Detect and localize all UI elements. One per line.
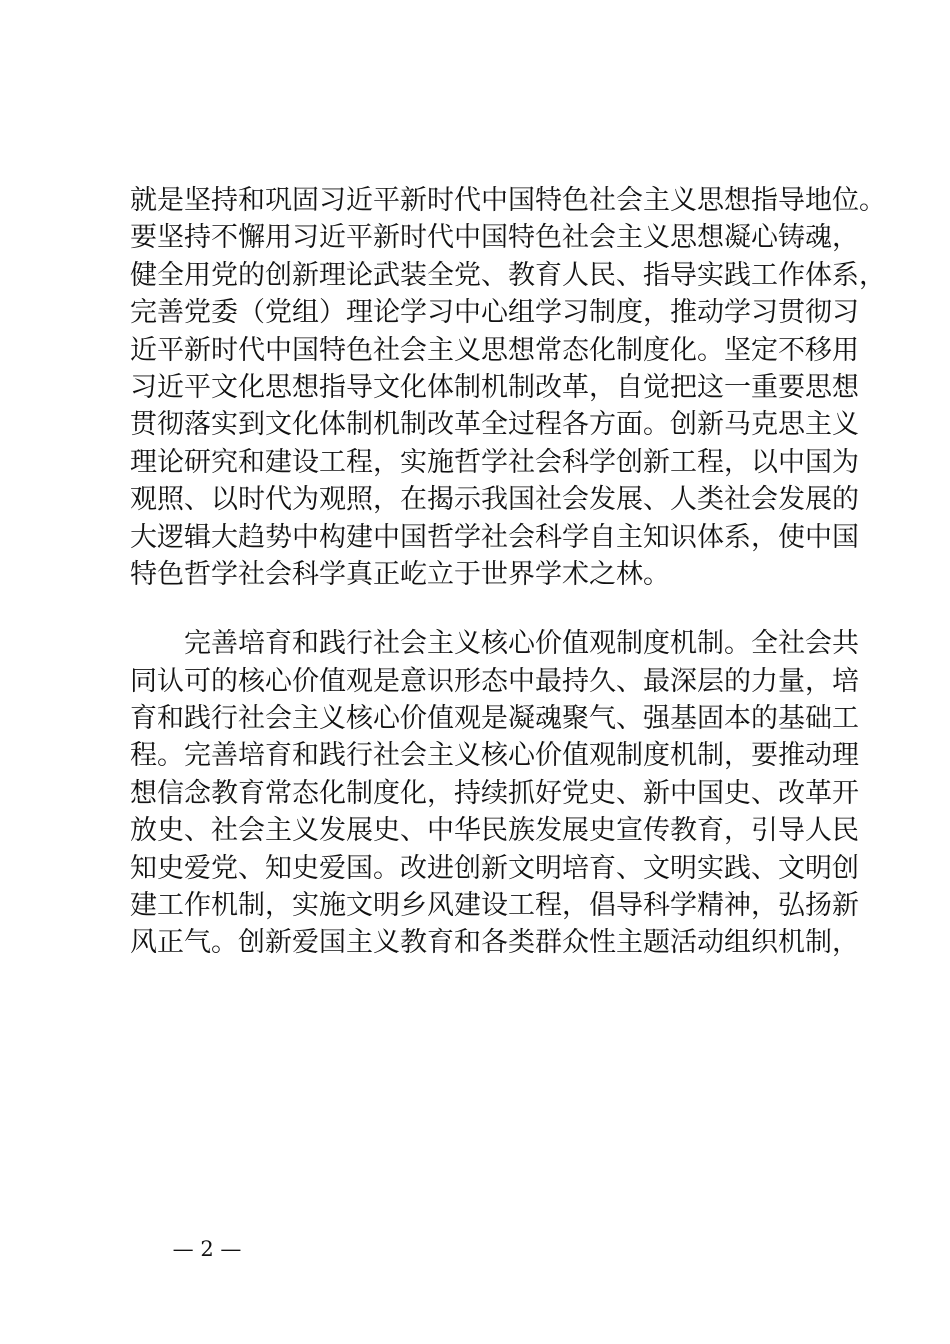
- paragraph-1: [130, 182, 886, 593]
- page-number: — 2 —: [172, 1237, 242, 1261]
- text-line: 建工作机制，实施文明乡风建设工程，倡导科学精神，弘扬新: [130, 890, 859, 922]
- text-line: 放史、社会主义发展史、中华民族发展史宣传教育，引导人民: [130, 815, 859, 847]
- text-line: 完善党委（党组）理论学习中心组学习制度，推动学习贯彻习: [130, 297, 859, 329]
- text-line: 要坚持不懈用习近平新时代中国特色社会主义思想凝心铸魂，: [130, 222, 859, 254]
- text-line: 就是坚持和巩固习近平新时代中国特色社会主义思想指导地位。: [130, 185, 886, 216]
- text-line: 知史爱党、知史爱国。改进创新文明培育、文明实践、文明创: [130, 852, 859, 884]
- text-line: 风正气。创新爱国主义教育和各类群众性主题活动组织机制，: [130, 927, 859, 959]
- paragraph-gap: [130, 593, 850, 625]
- text-line: 想信念教育常态化制度化，持续抓好党史、新中国史、改革开: [130, 777, 859, 809]
- text-line: 完善培育和践行社会主义核心价值观制度机制。全社会共: [184, 628, 859, 660]
- text-line: 近平新时代中国特色社会主义思想常态化制度化。坚定不移用: [130, 334, 859, 366]
- text-line: 特色哲学社会科学真正屹立于世界学术之林。: [130, 558, 670, 590]
- text-line: 理论研究和建设工程，实施哲学社会科学创新工程，以中国为: [130, 446, 859, 478]
- text-line: 贯彻落实到文化体制机制改革全过程各方面。创新马克思主义: [130, 409, 859, 441]
- text-line: 健全用党的创新理论武装全党、教育人民、指导实践工作体系，: [130, 259, 886, 291]
- text-line: 观照、以时代为观照，在揭示我国社会发展、人类社会发展的: [130, 484, 859, 516]
- text-line: 同认可的核心价值观是意识形态中最持久、最深层的力量，培: [130, 665, 859, 697]
- body-text: [130, 182, 886, 962]
- paragraph-2: [130, 625, 859, 962]
- text-line: 大逻辑大趋势中构建中国哲学社会科学自主知识体系，使中国: [130, 521, 859, 553]
- text-line: 育和践行社会主义核心价值观是凝魂聚气、强基固本的基础工: [130, 703, 859, 735]
- text-line: 程。完善培育和践行社会主义核心价值观制度机制，要推动理: [130, 740, 859, 772]
- text-line: 习近平文化思想指导文化体制机制改革，自觉把这一重要思想: [130, 371, 859, 403]
